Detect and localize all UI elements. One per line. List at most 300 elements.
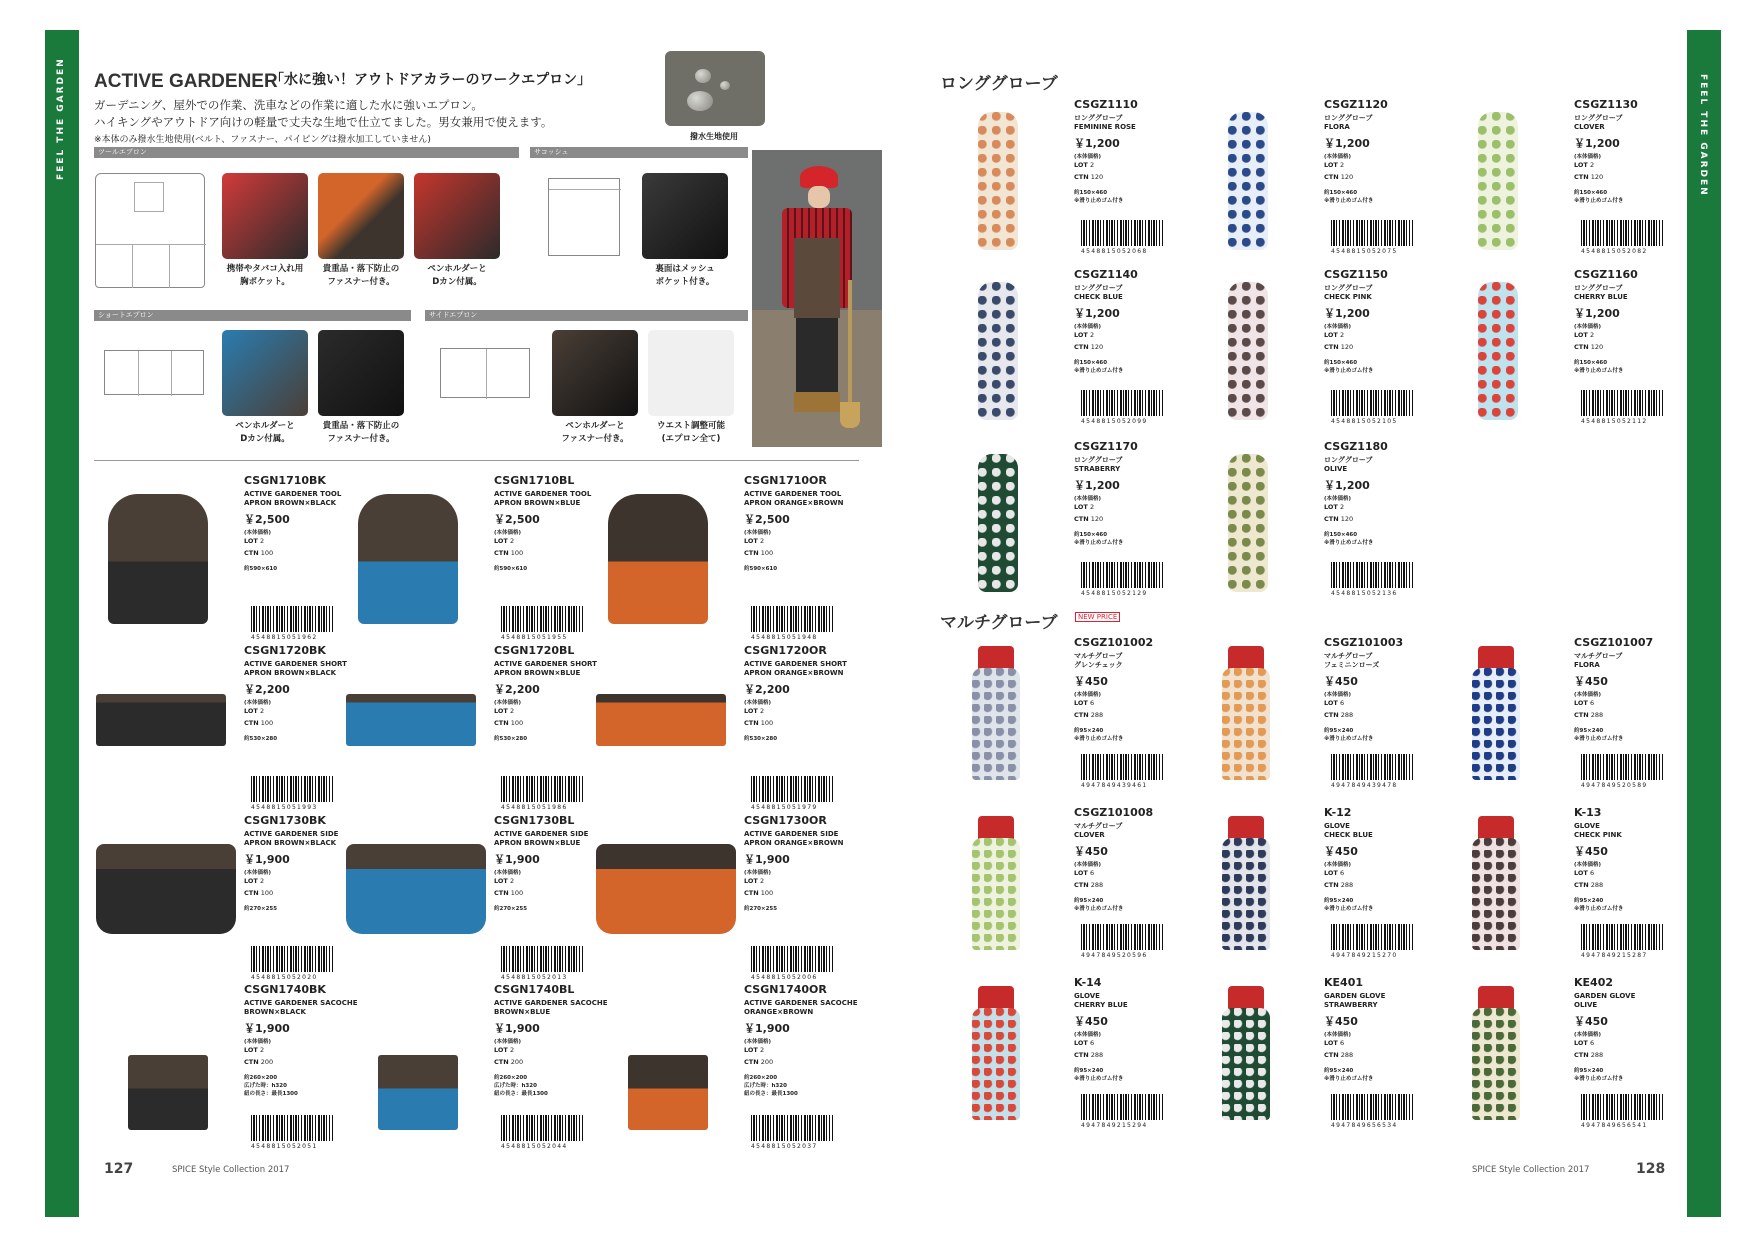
- size-note: 約150×460: [1074, 190, 1108, 196]
- lot-row: [244, 706, 264, 718]
- ctn-label: CTN: [744, 1058, 759, 1066]
- barcode-number: 4947849215294: [1081, 1122, 1148, 1129]
- ctn-row: [1324, 1050, 1353, 1062]
- barcode-number: 4548815052020: [251, 974, 318, 981]
- ctn-value: 120: [1090, 343, 1104, 351]
- product-name: APRON BROWN×BLUE: [494, 669, 581, 677]
- product-photo: [972, 986, 1020, 1120]
- tax-note: (本体価格): [494, 1039, 522, 1045]
- size-note: 約95×240: [1574, 898, 1604, 904]
- product-name: FLORA: [1324, 123, 1350, 131]
- intro-note: ※本体のみ撥水生地使用(ベルト、ファスナー、パイピングは撥水加工していません): [94, 135, 431, 145]
- lot-row: [744, 1045, 764, 1057]
- right-side-tab-label: FEEL THE GARDEN: [1698, 74, 1708, 197]
- product-photo: [1222, 646, 1270, 780]
- long-glove-card: [968, 440, 1218, 610]
- brand-title: ACTIVE GARDENER: [94, 71, 278, 92]
- glove-body: [972, 1008, 1020, 1120]
- multi-glove-card: [1468, 976, 1718, 1146]
- barcode: [751, 1115, 833, 1141]
- size-note: 約270×255: [244, 906, 278, 912]
- size-note: 約150×460: [1324, 190, 1358, 196]
- size-note: 約260×200: [244, 1075, 278, 1081]
- lot-label: LOT: [1574, 869, 1588, 877]
- long-glove-card: [1218, 440, 1468, 610]
- left-collection-label: SPICE Style Collection 2017: [172, 1165, 290, 1175]
- intro-line-2: ハイキングやアウトドア向けの軽量で丈夫な生地で仕立てました。男女兼用で使えます。: [94, 115, 553, 129]
- lot-row: [744, 876, 764, 888]
- ctn-row: [1574, 342, 1603, 354]
- lot-label: LOT: [494, 1046, 508, 1054]
- ctn-row: [1574, 710, 1603, 722]
- section-bar-side-apron: サイドエプロン: [425, 310, 748, 321]
- product-photo: [978, 454, 1018, 592]
- product-photo: [1472, 816, 1520, 950]
- ctn-label: CTN: [1574, 343, 1589, 351]
- ctn-value: 288: [1090, 881, 1104, 889]
- lot-row: [494, 876, 514, 888]
- product-name: APRON BROWN×BLACK: [244, 669, 337, 677]
- ctn-row: [494, 1057, 523, 1069]
- product-photo: [1472, 646, 1520, 780]
- detail-caption: ペンホルダーと Dカン付属。: [235, 421, 295, 444]
- product-photo: [1222, 816, 1270, 950]
- product-price: ￥450: [1074, 675, 1108, 688]
- lot-label: LOT: [1324, 869, 1338, 877]
- product-photo: [596, 694, 726, 746]
- lot-value: 2: [259, 707, 265, 715]
- ctn-row: [744, 888, 773, 900]
- lot-label: LOT: [244, 537, 258, 545]
- ctn-label: CTN: [744, 889, 759, 897]
- ctn-label: CTN: [1324, 881, 1339, 889]
- lot-label: LOT: [1574, 161, 1588, 169]
- ctn-label: CTN: [1074, 343, 1089, 351]
- product-name: APRON BROWN×BLACK: [244, 499, 337, 507]
- ctn-label: CTN: [244, 549, 259, 557]
- ctn-value: 288: [1590, 711, 1604, 719]
- tax-note: (本体価格): [1574, 1032, 1602, 1038]
- product-name: ACTIVE GARDENER SIDE: [244, 830, 339, 838]
- apron-product-card: [96, 474, 346, 644]
- barcode: [751, 606, 833, 632]
- size-note: ※滑り止めゴム付き: [1324, 736, 1374, 742]
- ctn-value: 100: [260, 549, 274, 557]
- tax-note: (本体価格): [1324, 324, 1352, 330]
- size-note: 約530×280: [494, 736, 528, 742]
- lot-row: [1324, 502, 1344, 514]
- size-note: ※滑り止めゴム付き: [1074, 906, 1124, 912]
- product-name: マルチグローブ: [1074, 822, 1123, 830]
- ctn-row: [1074, 1050, 1103, 1062]
- product-photo: [608, 494, 708, 624]
- ctn-value: 288: [1340, 1051, 1354, 1059]
- lot-row: [1324, 160, 1344, 172]
- ctn-value: 120: [1340, 173, 1354, 181]
- lot-value: 2: [1089, 503, 1095, 511]
- apron-product-card: [596, 983, 858, 1153]
- size-note: 約530×280: [744, 736, 778, 742]
- ctn-row: [744, 548, 773, 560]
- product-photo: [1478, 112, 1518, 250]
- lot-row: [1324, 868, 1344, 880]
- product-price: ￥1,200: [1324, 137, 1370, 150]
- product-code: CSGN1720BK: [244, 644, 326, 657]
- ctn-value: 100: [760, 889, 774, 897]
- product-code: CSGN1740OR: [744, 983, 827, 996]
- product-photo: [128, 1055, 208, 1130]
- product-name: FEMININE ROSE: [1074, 123, 1136, 131]
- barcode-number: 4548815051979: [751, 804, 818, 811]
- barcode-number: 4548815052136: [1331, 590, 1398, 597]
- lot-value: 2: [509, 537, 515, 545]
- product-name: GLOVE: [1074, 992, 1100, 1000]
- barcode-number: 4548815052105: [1331, 418, 1398, 425]
- product-name: BROWN×BLUE: [494, 1008, 551, 1016]
- lot-value: 2: [1089, 161, 1095, 169]
- product-photo: [978, 282, 1018, 420]
- detail-photo-d-ring: [222, 330, 308, 416]
- product-price: ￥450: [1574, 1015, 1608, 1028]
- ctn-label: CTN: [1324, 343, 1339, 351]
- product-photo: [96, 844, 236, 934]
- tax-note: (本体価格): [1074, 324, 1102, 330]
- barcode: [1081, 562, 1163, 588]
- lot-label: LOT: [744, 1046, 758, 1054]
- ctn-value: 100: [760, 719, 774, 727]
- product-name: ロンググローブ: [1324, 114, 1373, 122]
- product-code: K-12: [1324, 806, 1352, 819]
- product-price: ￥450: [1574, 675, 1608, 688]
- ctn-row: [1324, 172, 1353, 184]
- ctn-value: 100: [760, 549, 774, 557]
- multi-glove-card: [968, 976, 1218, 1146]
- product-name: STRAWBERRY: [1324, 1001, 1378, 1009]
- product-name: ACTIVE GARDENER SIDE: [744, 830, 839, 838]
- product-name: OLIVE: [1574, 1001, 1598, 1009]
- product-name: ACTIVE GARDENER TOOL: [744, 490, 842, 498]
- lot-row: [1574, 160, 1594, 172]
- size-note: ※滑り止めゴム付き: [1574, 906, 1624, 912]
- intro-line-1: ガーデニング、屋外での作業、洗車などの作業に適した水に強いエプロン。: [94, 98, 483, 112]
- barcode-number: 4548815052129: [1081, 590, 1148, 597]
- ctn-row: [744, 718, 773, 730]
- size-note: 約530×280: [244, 736, 278, 742]
- ctn-label: CTN: [494, 549, 509, 557]
- ctn-value: 288: [1340, 881, 1354, 889]
- lot-row: [494, 536, 514, 548]
- product-photo: [1228, 454, 1268, 592]
- barcode: [1581, 924, 1663, 950]
- product-code: KE402: [1574, 976, 1613, 989]
- lot-label: LOT: [244, 877, 258, 885]
- product-name: ACTIVE GARDENER SHORT: [244, 660, 347, 668]
- ctn-row: [494, 718, 523, 730]
- long-glove-card: [1218, 268, 1468, 438]
- ctn-value: 100: [510, 889, 524, 897]
- size-note: 約590×610: [494, 566, 528, 572]
- lot-value: 6: [1089, 1039, 1095, 1047]
- left-page-number: 127: [104, 1161, 134, 1177]
- ctn-label: CTN: [1574, 881, 1589, 889]
- product-price: ￥450: [1324, 1015, 1358, 1028]
- size-note: ※滑り止めゴム付き: [1324, 368, 1374, 374]
- product-code: CSGZ101008: [1074, 806, 1154, 819]
- ctn-value: 100: [260, 719, 274, 727]
- barcode: [501, 946, 583, 972]
- product-name: ACTIVE GARDENER TOOL: [494, 490, 592, 498]
- lot-value: 2: [759, 537, 765, 545]
- product-photo: [346, 844, 486, 934]
- long-glove-card: [1468, 98, 1718, 268]
- detail-photo-pen-holder-side: [552, 330, 638, 416]
- lot-value: 2: [259, 1046, 265, 1054]
- detail-photo-zipper-short: [318, 330, 404, 416]
- lot-label: LOT: [1574, 1039, 1588, 1047]
- barcode: [501, 776, 583, 802]
- size-note: 紐の長さ：最長1300: [494, 1091, 548, 1097]
- product-name: ロンググローブ: [1574, 284, 1623, 292]
- product-code: CSGN1710OR: [744, 474, 827, 487]
- barcode: [1581, 390, 1663, 416]
- lot-label: LOT: [1574, 699, 1588, 707]
- barcode: [1581, 1094, 1663, 1120]
- product-name: CHERRY BLUE: [1074, 1001, 1128, 1009]
- detail-photo-pen-holder: [414, 173, 500, 259]
- barcode-number: 4548815051948: [751, 634, 818, 641]
- product-name: ロンググローブ: [1574, 114, 1623, 122]
- tax-note: (本体価格): [1574, 692, 1602, 698]
- product-code: CSGZ1160: [1574, 268, 1638, 281]
- product-code: K-13: [1574, 806, 1602, 819]
- ctn-row: [744, 1057, 773, 1069]
- ctn-value: 100: [260, 889, 274, 897]
- product-code: CSGZ1150: [1324, 268, 1388, 281]
- product-name: CHECK PINK: [1324, 293, 1372, 301]
- lot-row: [244, 536, 264, 548]
- long-glove-card: [1468, 268, 1718, 438]
- ctn-label: CTN: [494, 719, 509, 727]
- product-code: CSGN1740BL: [494, 983, 575, 996]
- product-name: GARDEN GLOVE: [1574, 992, 1636, 1000]
- lot-row: [1324, 698, 1344, 710]
- size-note: ※滑り止めゴム付き: [1074, 540, 1124, 546]
- barcode-number: 4947849439478: [1331, 782, 1398, 789]
- product-price: ￥1,200: [1574, 307, 1620, 320]
- ctn-row: [1574, 880, 1603, 892]
- lot-value: 6: [1089, 869, 1095, 877]
- barcode: [251, 606, 333, 632]
- multi-glove-card: [1468, 636, 1718, 806]
- ctn-value: 288: [1590, 881, 1604, 889]
- ctn-label: CTN: [1074, 711, 1089, 719]
- barcode: [1331, 390, 1413, 416]
- lot-value: 2: [259, 877, 265, 885]
- product-price: ￥2,500: [244, 513, 290, 526]
- size-note: ※滑り止めゴム付き: [1074, 198, 1124, 204]
- lot-row: [744, 536, 764, 548]
- ctn-row: [1074, 172, 1103, 184]
- product-photo: [1228, 112, 1268, 250]
- ctn-label: CTN: [494, 889, 509, 897]
- ctn-label: CTN: [1074, 1051, 1089, 1059]
- ctn-label: CTN: [1324, 711, 1339, 719]
- tax-note: (本体価格): [1574, 154, 1602, 160]
- product-code: CSGZ101007: [1574, 636, 1654, 649]
- product-name: STRABERRY: [1074, 465, 1121, 473]
- product-name: マルチグローブ: [1574, 652, 1623, 660]
- lot-label: LOT: [744, 877, 758, 885]
- product-name: ロンググローブ: [1074, 284, 1123, 292]
- ctn-label: CTN: [744, 549, 759, 557]
- ctn-row: [244, 548, 273, 560]
- product-name: グレンチェック: [1074, 661, 1123, 669]
- barcode-number: 4548815052006: [751, 974, 818, 981]
- product-code: CSGZ1130: [1574, 98, 1638, 111]
- product-photo: [628, 1055, 708, 1130]
- size-note: ※滑り止めゴム付き: [1574, 1076, 1624, 1082]
- product-code: K-14: [1074, 976, 1102, 989]
- tax-note: (本体価格): [744, 700, 772, 706]
- side-apron-diagram: [440, 348, 530, 398]
- product-price: ￥2,200: [494, 683, 540, 696]
- size-note: 紐の長さ：最長1300: [744, 1091, 798, 1097]
- ctn-row: [244, 1057, 273, 1069]
- tax-note: (本体価格): [1074, 1032, 1102, 1038]
- product-price: ￥1,900: [244, 853, 290, 866]
- product-price: ￥1,200: [1074, 137, 1120, 150]
- product-name: ロンググローブ: [1074, 456, 1123, 464]
- ctn-row: [1324, 880, 1353, 892]
- product-name: CHECK PINK: [1574, 831, 1622, 839]
- lot-row: [1324, 1038, 1344, 1050]
- lot-label: LOT: [1574, 331, 1588, 339]
- product-photo: [596, 844, 736, 934]
- product-code: CSGN1730BK: [244, 814, 326, 827]
- lot-value: 2: [509, 877, 515, 885]
- lot-row: [244, 1045, 264, 1057]
- lot-row: [1574, 698, 1594, 710]
- tax-note: (本体価格): [494, 700, 522, 706]
- lot-row: [1074, 1038, 1094, 1050]
- lot-row: [1324, 330, 1344, 342]
- lot-value: 2: [1589, 331, 1595, 339]
- ctn-label: CTN: [494, 1058, 509, 1066]
- lot-row: [1074, 698, 1094, 710]
- lot-label: LOT: [244, 1046, 258, 1054]
- lot-value: 6: [1589, 1039, 1595, 1047]
- headline: 「水に強い！アウトドアカラーのワークエプロン」: [270, 72, 592, 88]
- multi-glove-card: [1218, 976, 1468, 1146]
- size-note: 約95×240: [1074, 728, 1104, 734]
- lot-value: 2: [509, 1046, 515, 1054]
- product-name: GLOVE: [1324, 822, 1350, 830]
- ctn-row: [244, 888, 273, 900]
- ctn-row: [1074, 880, 1103, 892]
- tax-note: (本体価格): [744, 530, 772, 536]
- tax-note: (本体価格): [244, 700, 272, 706]
- tax-note: (本体価格): [1324, 862, 1352, 868]
- barcode-number: 4947849520589: [1581, 782, 1648, 789]
- lot-label: LOT: [744, 537, 758, 545]
- section-bar-sacoche: サコッシュ: [530, 147, 748, 158]
- size-note: 約95×240: [1324, 1068, 1354, 1074]
- apron-product-card: [596, 474, 846, 644]
- product-name: APRON BROWN×BLACK: [244, 839, 337, 847]
- product-code: CSGN1730OR: [744, 814, 827, 827]
- barcode-number: 4548815052082: [1581, 248, 1648, 255]
- lot-value: 2: [259, 537, 265, 545]
- lot-label: LOT: [1074, 699, 1088, 707]
- product-photo: [378, 1055, 458, 1130]
- section-divider: [94, 460, 859, 461]
- size-note: 約95×240: [1574, 1068, 1604, 1074]
- tax-note: (本体価格): [1574, 862, 1602, 868]
- apron-product-card: [596, 814, 846, 984]
- product-code: CSGN1730BL: [494, 814, 575, 827]
- glove-body: [1472, 1008, 1520, 1120]
- size-note: 約150×460: [1574, 190, 1608, 196]
- product-photo: [96, 694, 226, 746]
- lot-label: LOT: [1324, 161, 1338, 169]
- lot-label: LOT: [244, 707, 258, 715]
- tax-note: (本体価格): [744, 1039, 772, 1045]
- detail-photo-buckle: [648, 330, 734, 416]
- size-note: 約95×240: [1574, 728, 1604, 734]
- product-photo: [972, 646, 1020, 780]
- lot-label: LOT: [1074, 331, 1088, 339]
- tax-note: (本体価格): [244, 870, 272, 876]
- lot-value: 6: [1589, 699, 1595, 707]
- detail-caption: 裏面はメッシュ ポケット付き。: [655, 264, 715, 287]
- ctn-value: 288: [1090, 1051, 1104, 1059]
- ctn-label: CTN: [1574, 173, 1589, 181]
- ctn-row: [1324, 514, 1353, 526]
- tax-note: (本体価格): [1324, 154, 1352, 160]
- lot-value: 2: [1339, 331, 1345, 339]
- multi-glove-card: [1218, 636, 1468, 806]
- product-code: CSGN1720OR: [744, 644, 827, 657]
- lot-row: [1574, 330, 1594, 342]
- ctn-label: CTN: [244, 719, 259, 727]
- detail-photo-chest-pocket: [222, 173, 308, 259]
- product-name: APRON BROWN×BLUE: [494, 839, 581, 847]
- ctn-label: CTN: [244, 889, 259, 897]
- size-note: ※滑り止めゴム付き: [1324, 198, 1374, 204]
- tax-note: (本体価格): [1074, 692, 1102, 698]
- product-price: ￥2,500: [494, 513, 540, 526]
- product-code: CSGZ101003: [1324, 636, 1404, 649]
- barcode: [501, 1115, 583, 1141]
- product-code: CSGN1720BL: [494, 644, 575, 657]
- size-note: ※滑り止めゴム付き: [1074, 736, 1124, 742]
- product-name: APRON ORANGE×BROWN: [744, 499, 844, 507]
- product-photo: [346, 694, 476, 746]
- product-name: CLOVER: [1574, 123, 1605, 131]
- barcode-number: 4548815051993: [251, 804, 318, 811]
- long-glove-card: [1218, 98, 1468, 268]
- product-price: ￥450: [1324, 675, 1358, 688]
- lot-row: [244, 876, 264, 888]
- product-price: ￥1,900: [244, 1022, 290, 1035]
- ctn-value: 120: [1340, 343, 1354, 351]
- ctn-label: CTN: [1074, 515, 1089, 523]
- multi-glove-card: [1468, 806, 1718, 976]
- ctn-value: 120: [1590, 343, 1604, 351]
- size-note: 約270×255: [494, 906, 528, 912]
- multi-glove-section-title: マルチグローブ: [940, 613, 1058, 633]
- product-price: ￥2,500: [744, 513, 790, 526]
